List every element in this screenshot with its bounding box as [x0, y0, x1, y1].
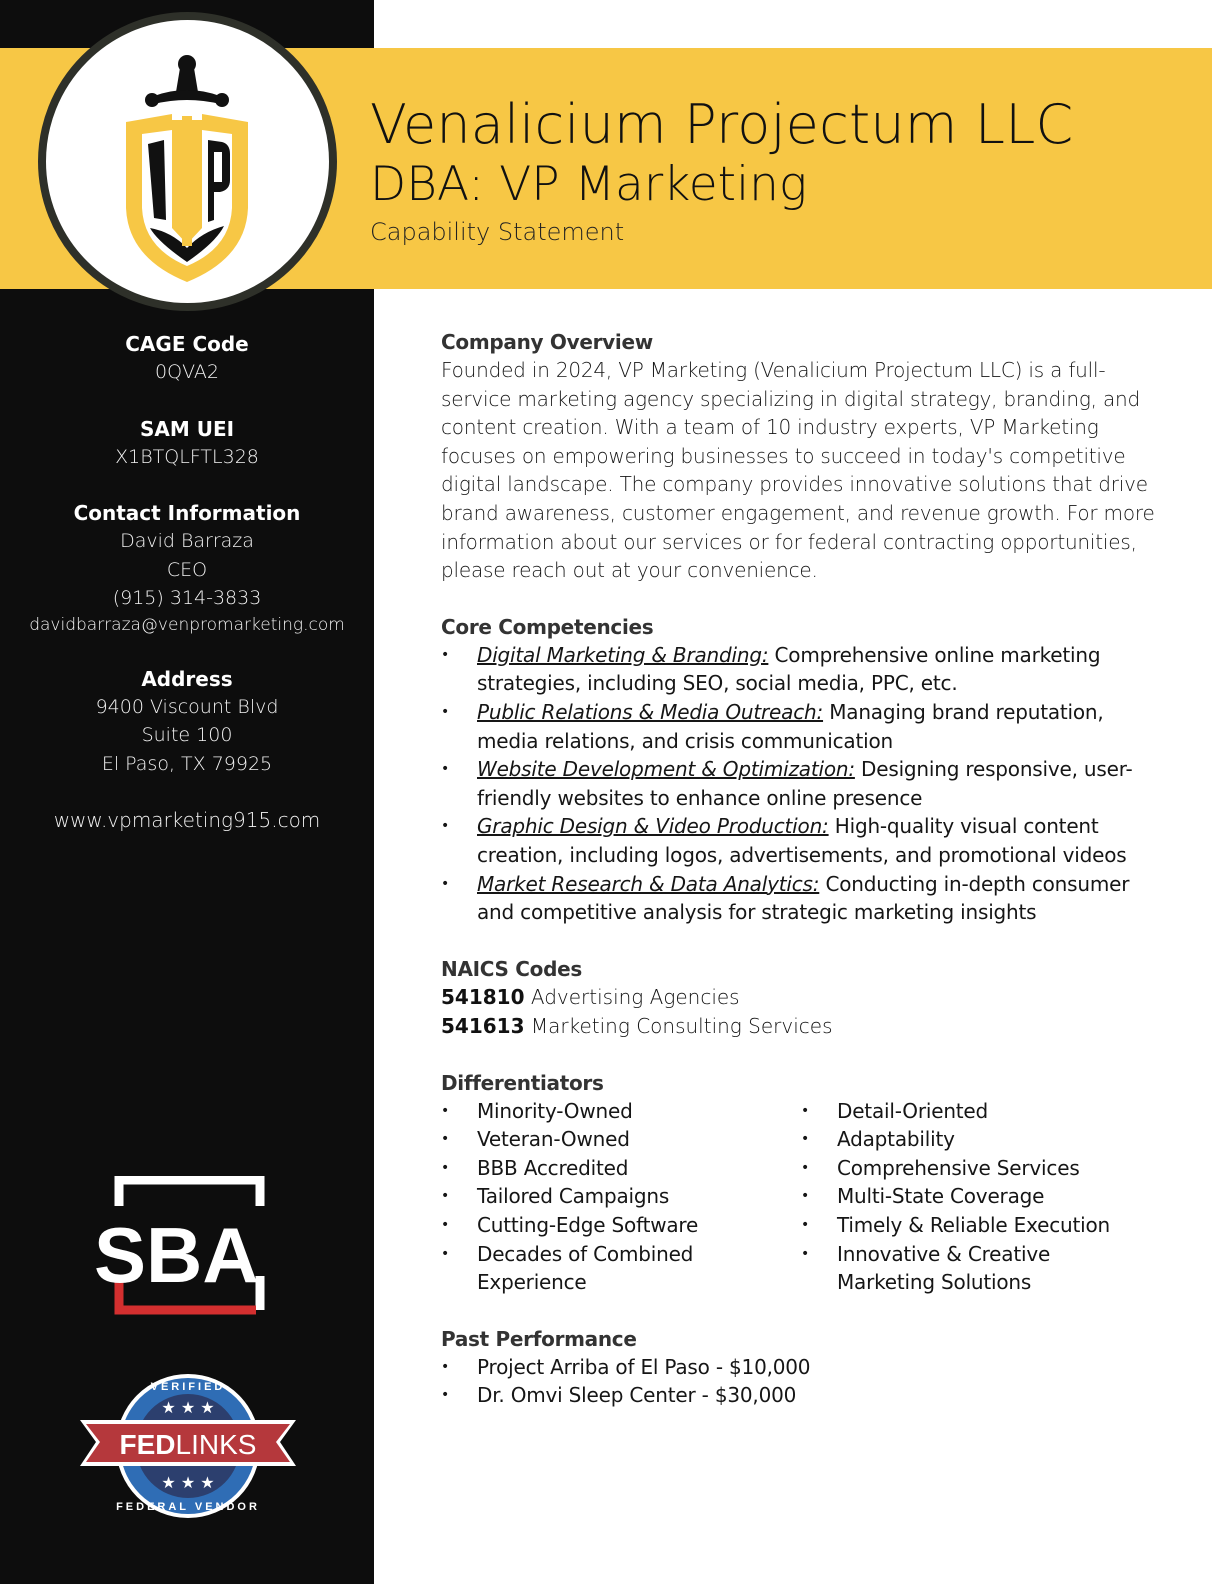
svg-text:FEDLINKS: FEDLINKS [119, 1429, 257, 1460]
section-heading: Past Performance [441, 1326, 637, 1351]
address-line3: El Paso, TX 79925 [101, 752, 273, 775]
list-item [441, 870, 1161, 927]
cage-code-value: 0QVA2 [155, 361, 219, 383]
svg-text:SBA: SBA [94, 1211, 259, 1299]
list-item: • Multi-State Coverage [801, 1182, 1161, 1211]
section-heading: Company Overview [441, 330, 653, 354]
section-heading: Core Competencies [441, 614, 654, 639]
competency-desc: Managing brand reputation, media relations, and crisis communication [477, 699, 1104, 753]
competency-desc: High-quality visual content creation, including logos, advertisements, and promotional videos [477, 814, 1127, 867]
header [370, 95, 1073, 247]
svg-text:★ ★ ★: ★ ★ ★ [161, 1473, 215, 1492]
section-heading: Differentiators [441, 1070, 604, 1095]
dba-title: DBA: VP Marketing [370, 157, 808, 212]
core-competencies-section [441, 613, 1161, 927]
list-item: • Minority-Owned [441, 1097, 801, 1126]
competency-desc: Conducting in-depth consumer and competitive analysis for strategic marketing insights [477, 871, 1130, 925]
competency-desc: Comprehensive online marketing strategies, including SEO, social media, PPC, etc. [477, 642, 1101, 696]
differentiators-right [801, 1097, 1161, 1297]
sam-uei-value: X1BTQLFTL328 [115, 445, 259, 468]
list-item: • Cutting-Edge Software [441, 1211, 801, 1240]
naics-desc: Advertising Agencies [524, 984, 740, 1009]
naics-row [441, 983, 1161, 1012]
website-link[interactable]: www.vpmarketing915.com [53, 808, 321, 832]
company-overview-section [441, 328, 1161, 585]
past-performance-section [441, 1325, 1161, 1410]
list-item: • Innovative & Creative Marketing Solutions [801, 1240, 1077, 1297]
naics-row [441, 1012, 1161, 1041]
contact-name: David Barraza [120, 530, 254, 552]
svg-text:FEDERAL VENDOR: FEDERAL VENDOR [116, 1501, 260, 1513]
competency-title: Website Development & Optimization: [477, 757, 855, 782]
cage-code-label: CAGE Code [125, 332, 249, 356]
sidebar-info [0, 330, 374, 835]
list-item: • Dr. Omvi Sleep Center - $30,000 [441, 1381, 1161, 1410]
company-logo [38, 12, 337, 311]
competency-title: Market Research & Data Analytics: [477, 871, 820, 896]
competencies-list [441, 641, 1161, 927]
list-item: • Detail-Oriented [801, 1097, 1161, 1126]
svg-text:★ ★ ★: ★ ★ ★ [161, 1398, 215, 1417]
differentiators-columns [441, 1097, 1161, 1297]
list-item: • Comprehensive Services [801, 1154, 1161, 1183]
list-item [441, 698, 1161, 755]
document-type: Capability Statement [370, 218, 625, 246]
sba-logo-icon [92, 1176, 282, 1316]
fedlinks-badge-icon [78, 1368, 298, 1528]
naics-code: 541613 [441, 1013, 525, 1038]
fedlinks-badge [78, 1368, 298, 1528]
list-item [441, 812, 1161, 869]
contact-title: CEO [166, 558, 208, 581]
sam-uei-block [0, 415, 374, 472]
section-heading: NAICS Codes [441, 956, 582, 981]
cage-code-block [0, 330, 374, 387]
svg-text:VERIFIED: VERIFIED [150, 1381, 226, 1393]
competency-title: Public Relations & Media Outreach: [477, 699, 824, 724]
list-item: • Timely & Reliable Execution [801, 1211, 1161, 1240]
contact-block [0, 499, 374, 637]
overview-text: Founded in 2024, VP Marketing (Venalicium Projectum LLC) is a full-service marketing agency specializing in digital strategy, branding, and content creation. With a team of 10 industry experts, VP Marketing focuses on empowering businesses to succeed in today's competitive digital landscape. The company provides innovative solutions that drive brand awareness, customer engagement, and revenue growth. For more information about our services or for federal contracting opportunities, please reach out at your convenience. [441, 358, 1155, 583]
list-item: • Veteran-Owned [441, 1125, 801, 1154]
differentiators-left [441, 1097, 801, 1297]
sba-logo [92, 1176, 282, 1316]
list-item: • Adaptability [801, 1125, 1161, 1154]
list-item: • BBB Accredited [441, 1154, 801, 1183]
address-label: Address [141, 666, 233, 691]
competency-title: Digital Marketing & Branding: [477, 642, 769, 667]
address-line1: 9400 Viscount Blvd [95, 695, 279, 718]
list-item [441, 641, 1161, 698]
contact-label: Contact Information [73, 501, 301, 525]
list-item [441, 755, 1161, 812]
contact-phone[interactable]: (915) 314-3833 [112, 587, 262, 609]
differentiators-section [441, 1069, 1161, 1297]
list-item: • Tailored Campaigns [441, 1182, 801, 1211]
naics-desc: Marketing Consulting Services [524, 1013, 833, 1038]
address-line2: Suite 100 [141, 724, 233, 746]
list-item: • Project Arriba of El Paso - $10,000 [441, 1353, 1161, 1382]
sam-uei-label: SAM UEI [139, 416, 235, 441]
competency-desc: Designing responsive, user-friendly websites to enhance online presence [477, 757, 1133, 810]
competency-title: Graphic Design & Video Production: [477, 814, 829, 839]
company-name: Venalicium Projectum LLC [370, 93, 1074, 156]
list-item: • Decades of Combined Experience [441, 1240, 737, 1297]
main-content [441, 328, 1161, 1438]
past-performance-list [441, 1353, 1161, 1410]
address-block [0, 665, 374, 779]
contact-email[interactable]: davidbarraza@venpromarketing.com [29, 614, 345, 635]
vp-shield-sword-icon [46, 20, 329, 303]
naics-section [441, 955, 1161, 1041]
naics-code: 541810 [441, 984, 525, 1009]
